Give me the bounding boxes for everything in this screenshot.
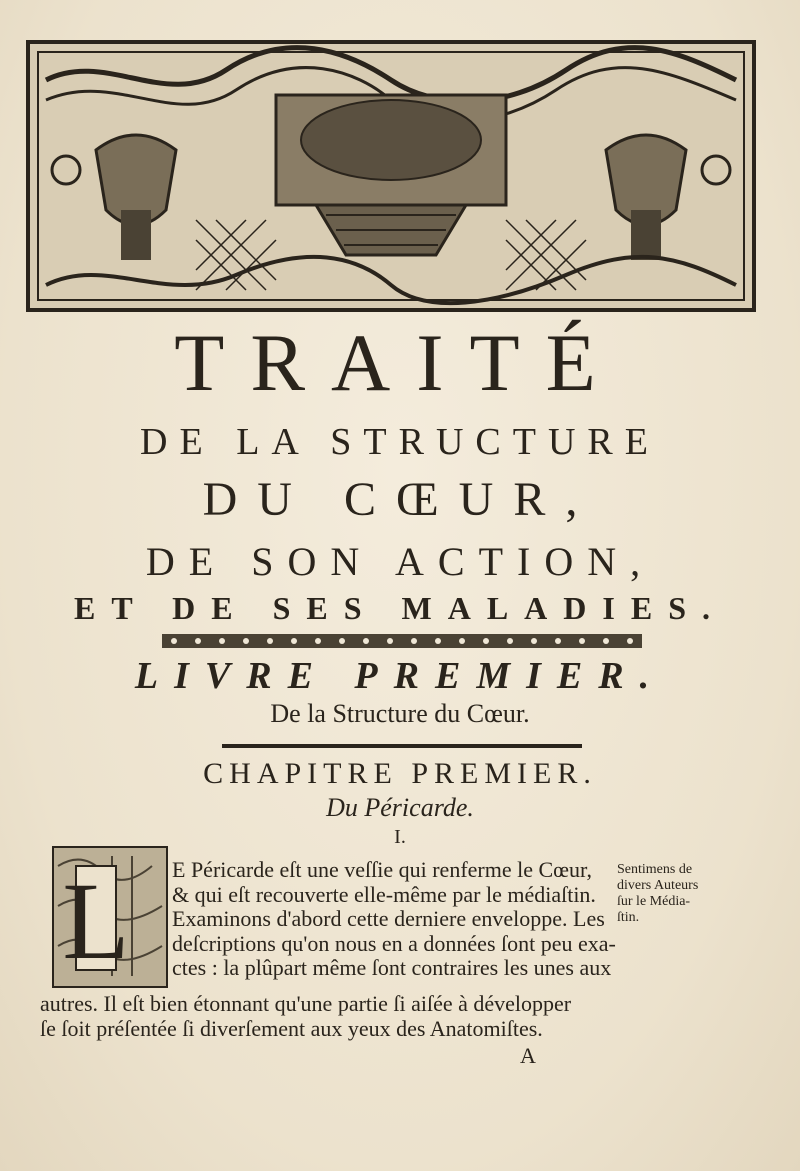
margin-note-line: Sentimens de	[617, 862, 693, 877]
body-line: Examinons d'abord cette derniere enveloppe. Les	[172, 906, 605, 932]
subtitle-line-3: DE SON ACTION,	[145, 539, 655, 584]
body-paragraph-continued	[40, 992, 571, 1041]
margin-note-line: divers Auteurs	[617, 878, 699, 893]
body-line: ctes : la plûpart même ſont contraires les unes aux	[172, 955, 612, 981]
margin-note-line: ſtin.	[617, 910, 640, 925]
body-line: & qui eſt recouverte elle-même par le médiaſtin.	[172, 881, 596, 907]
dropcap-letter: L	[62, 860, 130, 982]
fleuron-band-ornament	[162, 632, 642, 650]
section-rule-divider	[222, 744, 582, 748]
margin-note-line: ſur le Média-	[617, 894, 691, 909]
section-number: I.	[394, 826, 406, 848]
body-line: autres. Il eſt bien étonnant qu'une partie ſi aiſée à développer	[40, 991, 572, 1016]
book-subheading: De la Structure du Cœur.	[270, 699, 530, 728]
chapter-subheading: Du Péricarde.	[326, 793, 474, 822]
body-line: ſe ſoit préſentée ſi diverſement aux yeux des Anatomiſtes.	[40, 1015, 543, 1041]
body-paragraph-indented	[172, 858, 616, 981]
book-title: TRAITÉ	[174, 317, 622, 408]
subtitle-line-1: DE LA STRUCTURE	[140, 421, 660, 463]
chapter-heading: CHAPITRE PREMIER.	[203, 757, 597, 790]
subtitle-line-2: DU CŒUR,	[202, 473, 598, 526]
subtitle-line-4: ET DE SES MALADIES.	[74, 590, 726, 626]
body-line: E Péricarde eſt une veſſie qui renferme le Cœur,	[172, 857, 592, 882]
book-heading: LIVRE PREMIER.	[134, 655, 666, 697]
catchword: A	[520, 1043, 536, 1068]
marginal-note	[617, 862, 797, 926]
body-line: deſcriptions qu'on nous en a données ſont peu exa-	[172, 930, 616, 956]
ornamental-dropcap	[52, 846, 168, 988]
engraved-headpiece-ornament	[26, 40, 756, 312]
